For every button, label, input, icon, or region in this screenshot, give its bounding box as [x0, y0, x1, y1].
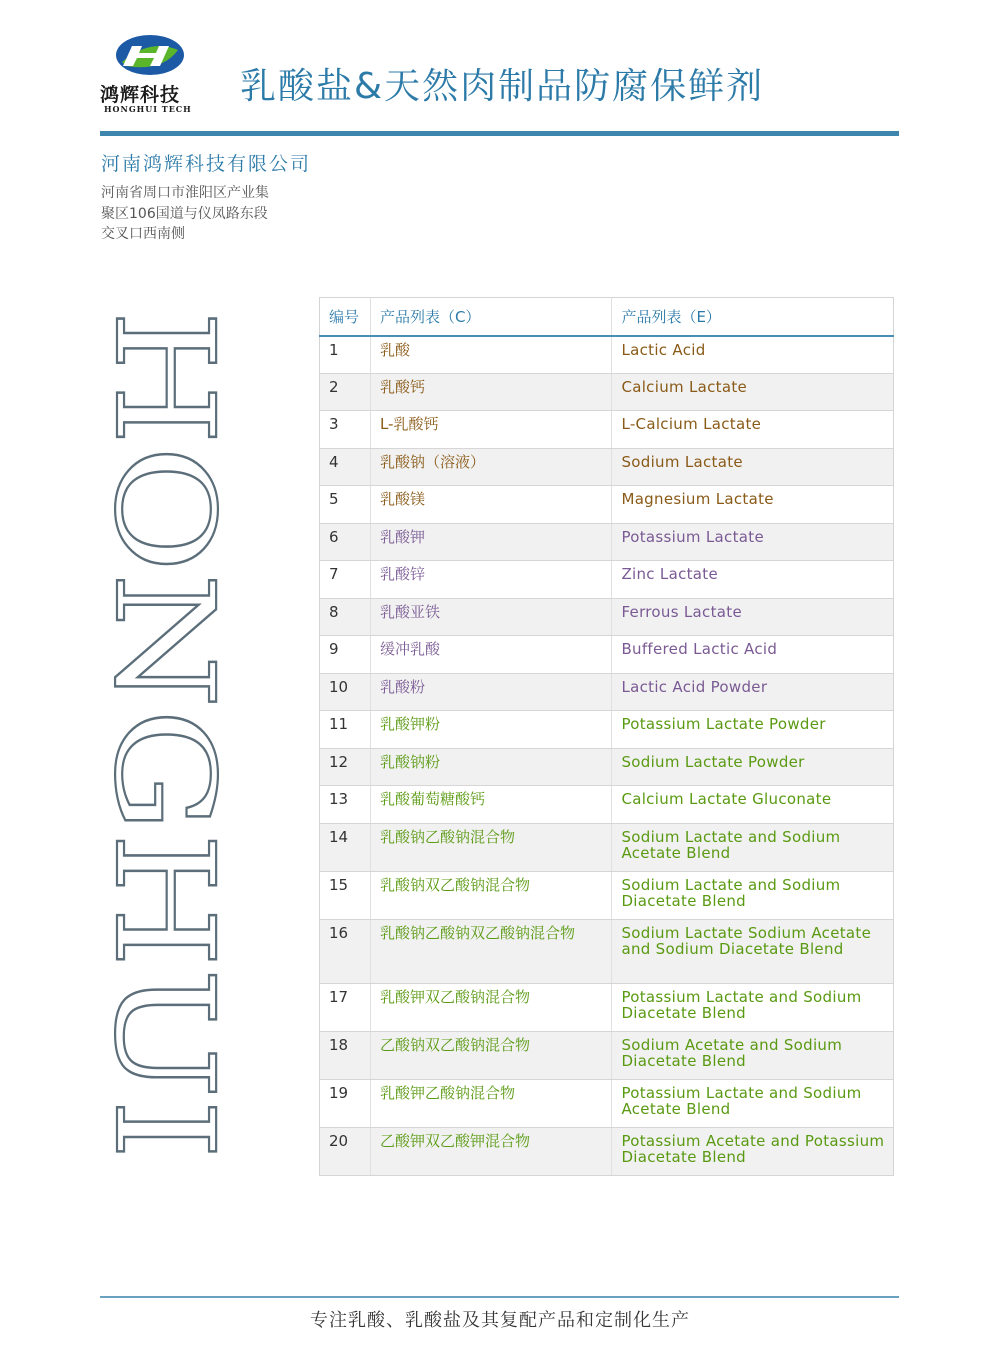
- company-logo: [100, 30, 200, 115]
- header-product-en: 产品列表（E）: [612, 298, 894, 336]
- table-row: [320, 673, 894, 711]
- footer-slogan: 专注乳酸、乳酸盐及其复配产品和定制化生产: [310, 1310, 690, 1331]
- product-name-cn: 乳酸钙: [370, 373, 612, 411]
- table-row: [320, 598, 894, 636]
- product-name-cn: 乳酸粉: [370, 673, 612, 711]
- product-name-en: Buffered Lactic Acid: [612, 636, 894, 674]
- table-row: [320, 1127, 894, 1175]
- row-number: 17: [320, 983, 371, 1031]
- header-divider: [100, 131, 899, 136]
- product-name-cn: 乳酸镁: [370, 486, 612, 524]
- logo-english-text: HONGHUI TECH: [104, 104, 192, 114]
- table-row: [320, 636, 894, 674]
- product-name-en: Potassium Lactate and Sodium Diacetate Blend: [612, 983, 894, 1031]
- product-name-cn: 乳酸葡萄糖酸钙: [370, 786, 612, 824]
- product-name-cn: 乳酸钾粉: [370, 711, 612, 749]
- row-number: 20: [320, 1127, 371, 1175]
- table-row: [320, 486, 894, 524]
- product-name-en: Calcium Lactate Gluconate: [612, 786, 894, 824]
- logo-emblem-icon: [112, 32, 188, 78]
- product-table: [319, 297, 894, 1176]
- table-row: [320, 919, 894, 983]
- table-row: [320, 786, 894, 824]
- product-name-en: L-Calcium Lactate: [612, 411, 894, 449]
- table-row: [320, 983, 894, 1031]
- table-row: [320, 373, 894, 411]
- header-number: 编号: [320, 298, 371, 336]
- table-row: [320, 871, 894, 919]
- product-name-cn: 乳酸钠乙酸钠双乙酸钠混合物: [370, 919, 612, 983]
- row-number: 7: [320, 561, 371, 599]
- brand-vertical-text: HONGHUI: [84, 310, 242, 1055]
- product-name-cn: 乳酸锌: [370, 561, 612, 599]
- product-name-en: Potassium Lactate Powder: [612, 711, 894, 749]
- product-name-en: Calcium Lactate: [612, 373, 894, 411]
- product-name-cn: 乳酸钾双乙酸钠混合物: [370, 983, 612, 1031]
- product-name-en: Lactic Acid: [612, 336, 894, 374]
- product-name-cn: L-乳酸钙: [370, 411, 612, 449]
- product-name-cn: 乳酸: [370, 336, 612, 374]
- product-name-en: Sodium Lactate and Sodium Diacetate Blend: [612, 871, 894, 919]
- table-row: [320, 748, 894, 786]
- product-name-en: Sodium Lactate Powder: [612, 748, 894, 786]
- product-name-en: Sodium Lactate and Sodium Acetate Blend: [612, 823, 894, 871]
- brand-vertical-wordmark: [84, 310, 242, 1168]
- product-name-cn: 乳酸钠双乙酸钠混合物: [370, 871, 612, 919]
- product-name-en: Sodium Lactate: [612, 448, 894, 486]
- table-row: [320, 1031, 894, 1079]
- table-row: [320, 823, 894, 871]
- logo-chinese-text: 鸿辉科技: [100, 84, 181, 106]
- product-name-en: Ferrous Lactate: [612, 598, 894, 636]
- address-line: 河南省周口市淮阳区产业集: [101, 185, 269, 201]
- row-number: 15: [320, 871, 371, 919]
- row-number: 3: [320, 411, 371, 449]
- row-number: 11: [320, 711, 371, 749]
- row-number: 13: [320, 786, 371, 824]
- table-row: [320, 561, 894, 599]
- table-row: [320, 523, 894, 561]
- row-number: 1: [320, 336, 371, 374]
- product-name-en: Potassium Lactate and Sodium Acetate Blend: [612, 1079, 894, 1127]
- table-row: [320, 711, 894, 749]
- product-name-en: Potassium Acetate and Potassium Diacetate Blend: [612, 1127, 894, 1175]
- address-line: 交叉口西南侧: [101, 226, 185, 242]
- product-name-en: Potassium Lactate: [612, 523, 894, 561]
- row-number: 8: [320, 598, 371, 636]
- product-name-cn: 乳酸钠粉: [370, 748, 612, 786]
- company-name: 河南鸿辉科技有限公司: [101, 153, 312, 175]
- footer-divider: [100, 1296, 899, 1298]
- product-name-cn: 乳酸钾: [370, 523, 612, 561]
- table-row: [320, 411, 894, 449]
- row-number: 2: [320, 373, 371, 411]
- product-name-cn: 乙酸钠双乙酸钠混合物: [370, 1031, 612, 1079]
- table-row: [320, 1079, 894, 1127]
- header-product-cn: 产品列表（C）: [370, 298, 612, 336]
- product-name-en: Lactic Acid Powder: [612, 673, 894, 711]
- address-line: 聚区106国道与仪凤路东段: [101, 205, 268, 222]
- row-number: 4: [320, 448, 371, 486]
- product-name-en: Sodium Acetate and Sodium Diacetate Blend: [612, 1031, 894, 1079]
- row-number: 9: [320, 636, 371, 674]
- product-name-cn: 乳酸钠（溶液）: [370, 448, 612, 486]
- row-number: 16: [320, 919, 371, 983]
- page-title: 乳酸盐&天然肉制品防腐保鲜剂: [240, 66, 765, 107]
- product-name-en: Sodium Lactate Sodium Acetate and Sodium Diacetate Blend: [612, 919, 894, 983]
- table-row: [320, 336, 894, 374]
- row-number: 5: [320, 486, 371, 524]
- row-number: 10: [320, 673, 371, 711]
- table-header-row: [320, 298, 894, 336]
- table-row: [320, 448, 894, 486]
- product-name-cn: 乳酸钾乙酸钠混合物: [370, 1079, 612, 1127]
- company-address: [101, 183, 316, 245]
- product-name-cn: 乳酸亚铁: [370, 598, 612, 636]
- product-name-cn: 乙酸钾双乙酸钾混合物: [370, 1127, 612, 1175]
- product-name-cn: 缓冲乳酸: [370, 636, 612, 674]
- product-name-en: Magnesium Lactate: [612, 486, 894, 524]
- row-number: 18: [320, 1031, 371, 1079]
- table-body: [320, 336, 894, 1176]
- row-number: 12: [320, 748, 371, 786]
- product-name-cn: 乳酸钠乙酸钠混合物: [370, 823, 612, 871]
- row-number: 6: [320, 523, 371, 561]
- row-number: 19: [320, 1079, 371, 1127]
- row-number: 14: [320, 823, 371, 871]
- product-name-en: Zinc Lactate: [612, 561, 894, 599]
